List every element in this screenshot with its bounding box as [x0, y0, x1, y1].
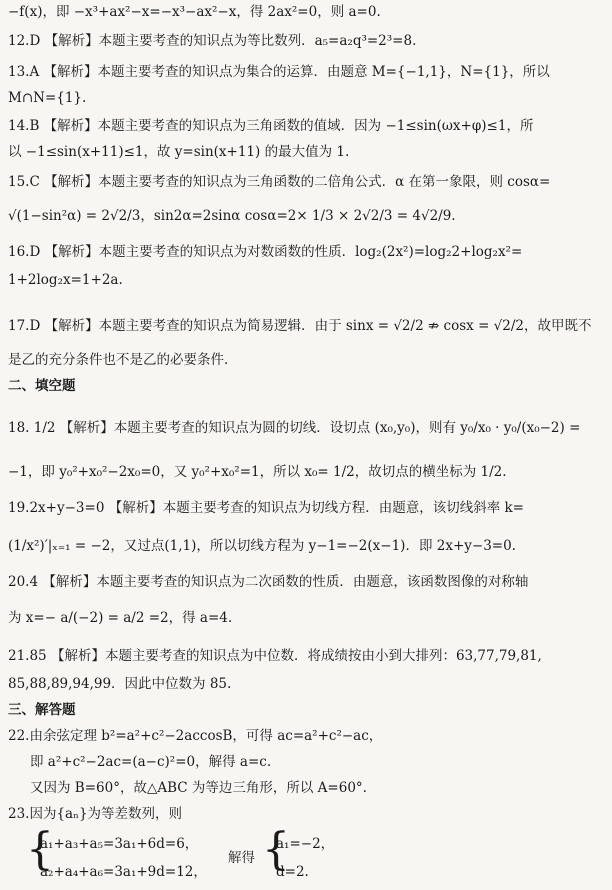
answer-14-cont: 以 −1≤sin(x+11)≤1，故 y=sin(x+11) 的最大值为 1. [8, 144, 350, 160]
answer-17-cont: 是乙的充分条件也不是乙的必要条件. [8, 352, 229, 368]
answer-15-cont: √(1−sin²α) = 2√2/3，sin2α=2sinα cosα=2× 1/3 × 2√2/3 = 4√2/9. [8, 208, 456, 224]
right-brace: { [262, 824, 290, 875]
answer-14: 14.B 【解析】本题主要考查的知识点为三角函数的值域．因为 −1≤sin(ωx+φ)≤1，所 [8, 118, 534, 134]
text-line-1: −f(x)，即 −x³+ax²−x=−x³−ax²−x，得 2ax²=0，则 a=0. [8, 4, 381, 20]
answer-17: 17.D 【解析】本题主要考查的知识点为简易逻辑．由于 sinx = √2/2 ⇏ cosx = √2/2，故甲既不 [8, 318, 592, 334]
answer-23: 23.因为{aₙ}为等差数列，则 [8, 806, 183, 822]
system-eq-1: a₁+a₃+a₅=3a₁+6d=6， [40, 836, 199, 852]
answer-12: 12.D 【解析】本题主要考查的知识点为等比数列．a₅=a₂q³=2³=8. [8, 33, 417, 49]
answer-16: 16.D 【解析】本题主要考查的知识点为对数函数的性质．log₂(2x²)=log₂2+log₂x²= [8, 244, 523, 260]
answer-16-cont: 1+2log₂x=1+2a. [8, 272, 123, 288]
answer-15: 15.C 【解析】本题主要考查的知识点为三角函数的二倍角公式．α 在第一象限，则 cosα= [8, 174, 551, 190]
answer-20-cont: 为 x=− a/(−2) = a/2 =2，得 a=4. [8, 610, 233, 626]
answer-22-line3: 又因为 B=60°，故△ABC 为等边三角形，所以 A=60°. [30, 780, 367, 796]
answer-19: 19.2x+y−3=0 【解析】本题主要考查的知识点为切线方程．由题意，该切线斜率 k= [8, 500, 524, 516]
solution-a1: a₁=−2， [276, 836, 335, 852]
answer-19-cont: (1/x²)′|ₓ₌₁ = −2，又过点(1,1)，所以切线方程为 y−1=−2(x−1)．即 2x+y−3=0. [8, 538, 516, 554]
system-eq-2: a₂+a₄+a₆=3a₁+9d=12， [40, 864, 207, 880]
answer-13: 13.A 【解析】本题主要考查的知识点为集合的运算．由题意 M={−1,1}，N={1}，所以 [8, 64, 550, 80]
answer-13-cont: M∩N={1}. [8, 90, 87, 106]
answer-21-cont: 85,88,89,94,99．因此中位数为 85. [8, 676, 232, 692]
solution-d: d=2. [276, 864, 309, 880]
section-fill-in: 二、填空题 [8, 378, 76, 394]
answer-18: 18. 1/2 【解析】本题主要考查的知识点为圆的切线．设切点 (x₀,y₀)，则有 y₀/x₀ · y₀/(x₀−2) = [8, 420, 581, 436]
solve-label: 解得 [228, 850, 255, 866]
left-brace: { [26, 824, 54, 875]
answer-22: 22.由余弦定理 b²=a²+c²−2accosB，可得 ac=a²+c²−ac， [8, 728, 383, 744]
answer-21: 21.85 【解析】本题主要考查的知识点为中位数．将成绩按由小到大排列：63,77,79,81, [8, 648, 542, 664]
section-solutions: 三、解答题 [8, 702, 76, 718]
answer-18-cont: −1，即 y₀²+x₀²−2x₀=0，又 y₀²+x₀²=1，所以 x₀= 1/2，故切点的横坐标为 1/2. [8, 464, 507, 480]
answer-20: 20.4 【解析】本题主要考查的知识点为二次函数的性质．由题意，该函数图像的对称轴 [8, 574, 529, 590]
answer-22-line2: 即 a²+c²−2ac=(a−c)²=0，解得 a=c. [30, 754, 272, 770]
